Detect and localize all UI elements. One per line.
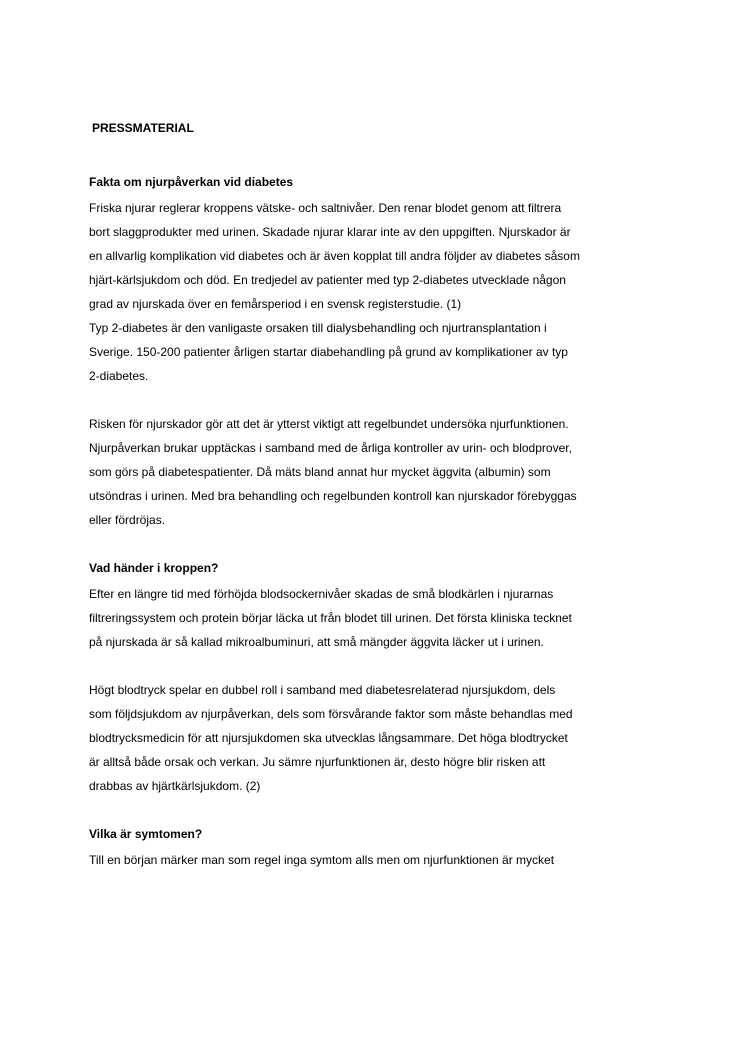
text-line: hjärt-kärlsjukdom och död. En tredjedel av patienter med typ 2-diabetes utvecklade någon <box>89 273 566 287</box>
paragraph <box>89 196 669 316</box>
paragraph-gap <box>89 654 669 678</box>
text-line: utsöndras i urinen. Med bra behandling och regelbunden kontroll kan njurskador förebyggas <box>89 489 577 503</box>
paragraph <box>89 678 669 798</box>
paragraph <box>89 316 669 388</box>
section-gap <box>89 798 669 824</box>
text-line: filtreringssystem och protein börjar läcka ut från blodet till urinen. Det första kliniska tecknet <box>89 611 572 625</box>
press-label: PRESSMATERIAL <box>92 121 194 135</box>
paragraph <box>89 848 669 872</box>
text-line: grad av njurskada över en femårsperiod i en svensk registerstudie. (1) <box>89 297 462 311</box>
text-line: som görs på diabetespatienter. Då mäts bland annat hur mycket äggvita (albumin) som <box>89 465 551 479</box>
section-heading: Vilka är symtomen? <box>89 827 203 841</box>
text-line: drabbas av hjärtkärlsjukdom. (2) <box>89 779 261 793</box>
text-line: en allvarlig komplikation vid diabetes och är även kopplat till andra följder av diabetes såsom <box>89 249 580 263</box>
text-line: Högt blodtryck spelar en dubbel roll i samband med diabetesrelaterad njursjukdom, dels <box>89 683 556 697</box>
section-heading: Fakta om njurpåverkan vid diabetes <box>89 175 294 189</box>
text-line: Risken för njurskador gör att det är ytterst viktigt att regelbundet undersöka njurfunktionen. <box>89 417 569 431</box>
paragraph <box>89 412 669 532</box>
text-line: Typ 2-diabetes är den vanligaste orsaken till dialysbehandling och njurtransplantation i <box>89 321 547 335</box>
paragraph <box>89 582 669 654</box>
section-heading: Vad händer i kroppen? <box>89 561 219 575</box>
text-line: är alltså både orsak och verkan. Ju sämre njurfunktionen är, desto högre blir risken att <box>89 755 546 769</box>
text-line: Friska njurar reglerar kroppens vätske- och saltnivåer. Den renar blodet genom att filtrera <box>89 201 562 215</box>
text-line: på njurskada är så kallad mikroalbuminuri, att små mängder äggvita läcker ut i urinen. <box>89 635 544 649</box>
text-line: eller fördröjas. <box>89 513 166 527</box>
section-gap <box>89 532 669 558</box>
text-line: Sverige. 150-200 patienter årligen startar diabehandling på grund av komplikationer av typ <box>89 345 568 359</box>
text-line: Efter en längre tid med förhöjda blodsockernivåer skadas de små blodkärlen i njurarnas <box>89 587 554 601</box>
paragraph-gap <box>89 388 669 412</box>
text-line: blodtrycksmedicin för att njursjukdomen ska utvecklas långsammare. Det höga blodtrycket <box>89 731 568 745</box>
text-line: som följdsjukdom av njurpåverkan, dels som försvårande faktor som måste behandlas med <box>89 707 573 721</box>
text-line: bort slaggprodukter med urinen. Skadade njurar klarar inte av den uppgiften. Njurskador är <box>89 225 571 239</box>
document-body <box>89 118 669 872</box>
text-line: Njurpåverkan brukar upptäckas i samband med de årliga kontroller av urin- och blodprover, <box>89 441 572 455</box>
text-line: Till en början märker man som regel inga symtom alls men om njurfunktionen är mycket <box>89 853 555 867</box>
text-line: 2-diabetes. <box>89 369 149 383</box>
